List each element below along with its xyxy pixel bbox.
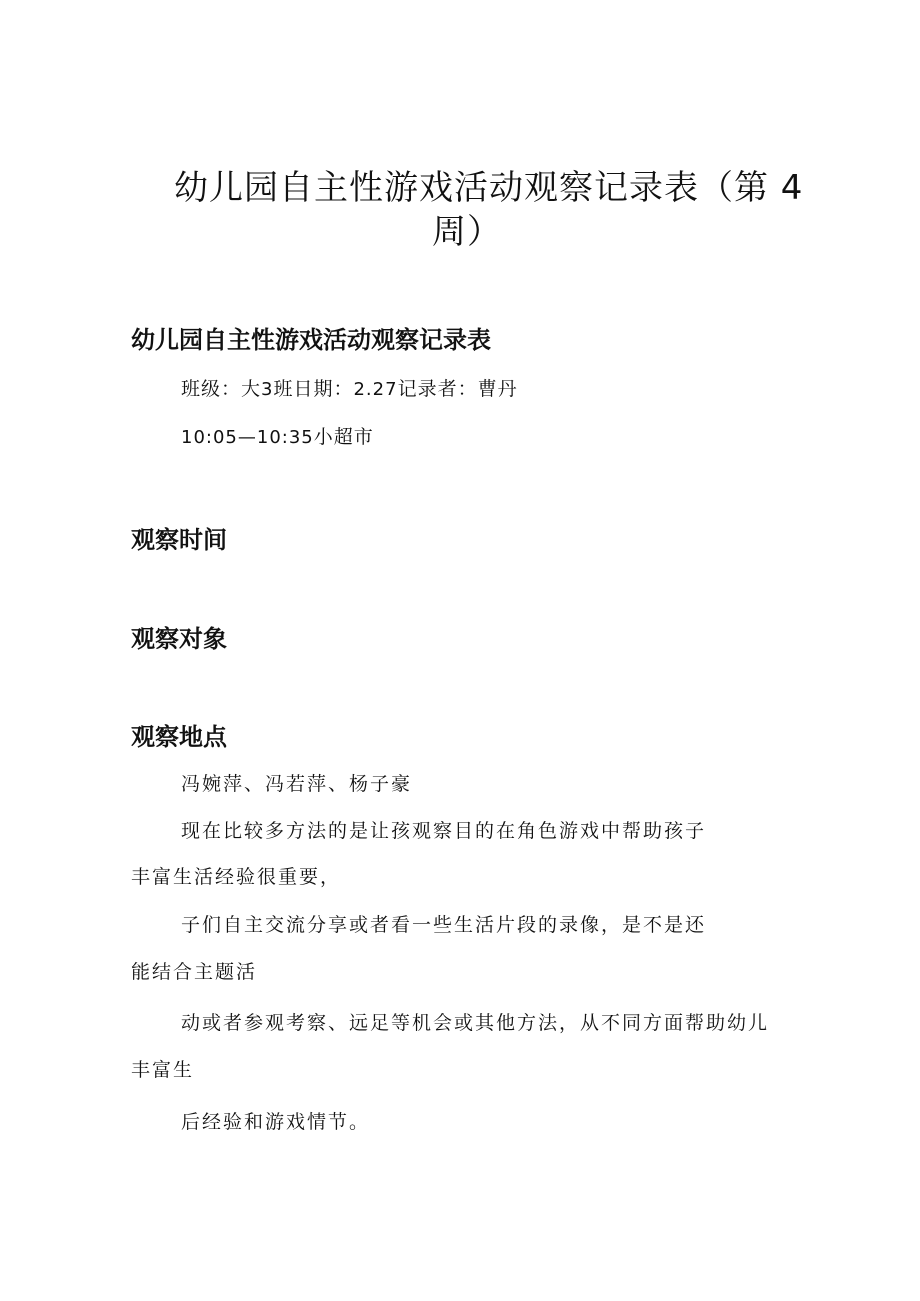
recorder-label: 记录者：曹丹 [397,378,518,400]
paragraph-line: 动或者参观考察、远足等机会或其他方法，从不同方面帮助幼儿 [181,1012,770,1034]
form-subtitle: 幼儿园自主性游戏活动观察记录表 [131,326,491,354]
document-title-line-1: 幼儿园自主性游戏活动观察记录表（第 4 [174,168,804,208]
time-place-line [181,423,374,452]
place-value: 小超市 [313,426,374,448]
paragraph-line: 现在比较多方法的是让孩观察目的在角色游戏中帮助孩子 [181,820,707,842]
observation-time-label: 观察时间 [131,526,227,554]
observation-location-label: 观察地点 [131,723,227,751]
paragraph-line: 后经验和游戏情节。 [181,1111,371,1133]
date-value: 2.27 [353,379,398,400]
document-title-line-2: 周） [432,212,502,252]
observation-target-label: 观察对象 [131,625,227,653]
class-number: 3 [261,379,274,400]
paragraph-line: 能结合主题活 [131,961,258,983]
time-range: 10:05—10:35 [181,427,314,448]
class-label: 班级：大 [181,378,262,400]
paragraph-line: 冯婉萍、冯若萍、杨子豪 [181,773,413,795]
class-date-recorder-line [181,375,518,404]
class-suffix: 班日期： [273,378,354,400]
paragraph-line: 丰富生活经验很重要， [131,866,342,888]
paragraph-line: 子们自主交流分享或者看一些生活片段的录像，是不是还 [181,914,707,936]
paragraph-line: 丰富生 [131,1059,195,1081]
